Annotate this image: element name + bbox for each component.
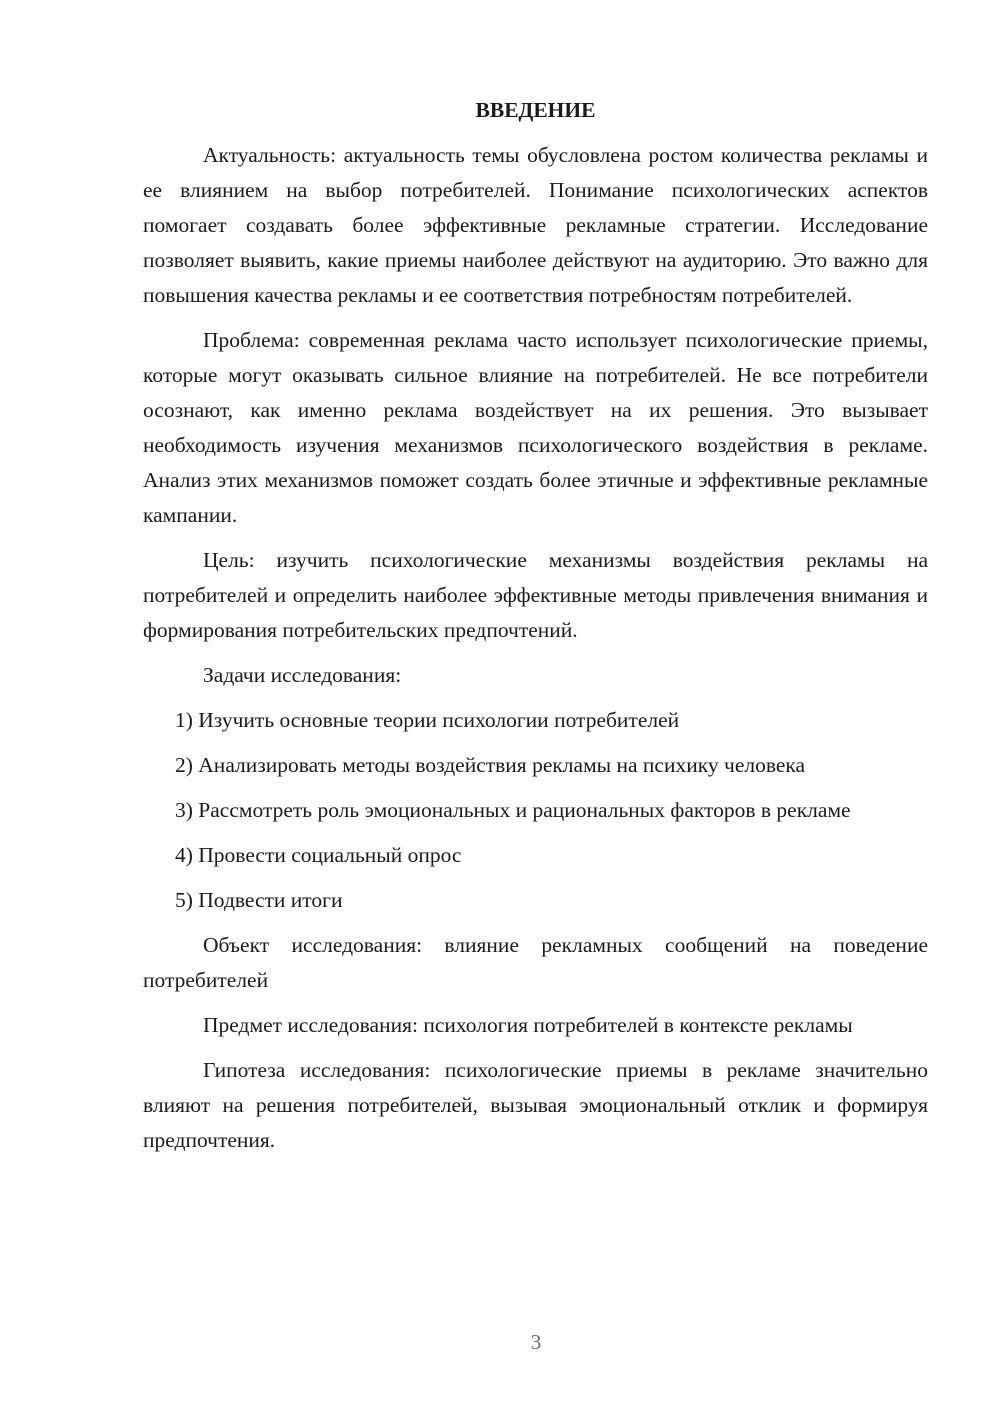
task-item-5: 5) Подвести итоги: [175, 888, 343, 912]
paragraph-hypothesis: Гипотеза исследования: психологические приемы в рекламе значительно влияют на решения потребителей, вызывая эмоциональный отклик и формируя предпочтения.: [143, 1058, 928, 1152]
paragraph-subject: Предмет исследования: психология потребителей в контексте рекламы: [203, 1013, 853, 1037]
paragraph-object: Объект исследования: влияние рекламных сообщений на поведение потребителей: [143, 933, 928, 992]
page-title: ВВЕДЕНИЕ: [475, 98, 596, 122]
page-content: [143, 93, 928, 1168]
paragraph-relevance: Актуальность: актуальность темы обусловлена ростом количества рекламы и ее влиянием на выбор потребителей. Понимание психологических аспектов помогает создавать более эффективные рекламные стратегии. Исследование позволяет выявить, какие приемы наиболее действуют на аудиторию. Это важно для повышения качества рекламы и ее соответствия потребностям потребителей.: [143, 143, 928, 307]
task-item-1: 1) Изучить основные теории психологии потребителей: [175, 708, 680, 732]
task-item-2: 2) Анализировать методы воздействия рекламы на психику человека: [175, 753, 806, 777]
task-item-4: 4) Провести социальный опрос: [175, 843, 462, 867]
task-item-3: 3) Рассмотреть роль эмоциональных и рациональных факторов в рекламе: [175, 798, 851, 822]
page-number: 3: [530, 1330, 542, 1354]
paragraph-problem: Проблема: современная реклама часто использует психологические приемы, которые могут оказывать сильное влияние на потребителей. Не все потребители осознают, как именно реклама воздействует на их решения. Это вызывает необходимость изучения механизмов психологического воздействия в рекламе. Анализ этих механизмов поможет создать более этичные и эффективные рекламные кампании.: [143, 328, 928, 527]
tasks-heading: Задачи исследования:: [203, 663, 402, 687]
paragraph-goal: Цель: изучить психологические механизмы воздействия рекламы на потребителей и определить наиболее эффективные методы привлечения внимания и формирования потребительских предпочтений.: [143, 548, 928, 642]
